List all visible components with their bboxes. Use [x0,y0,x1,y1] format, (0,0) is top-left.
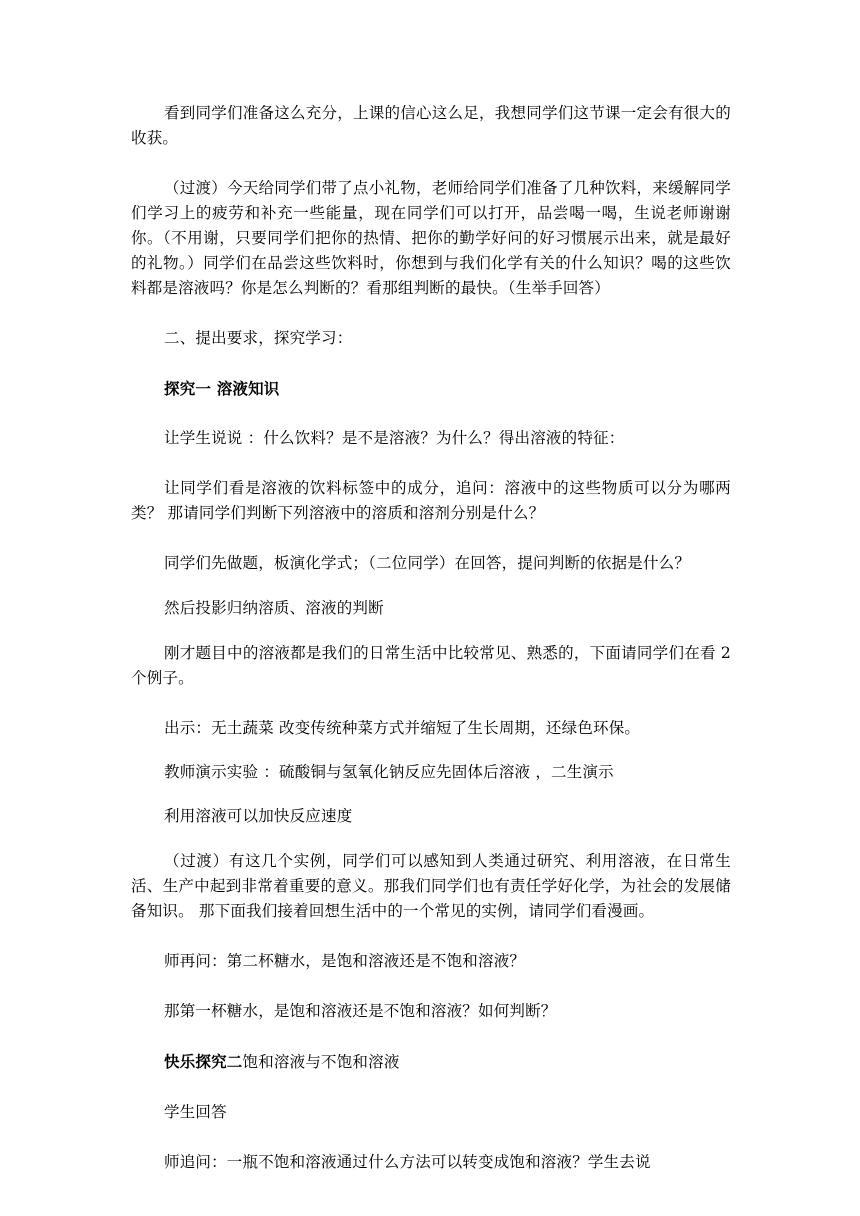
section-heading-requirements: 二、提出要求，探究学习： [164,329,353,347]
heading-explore-one: 探究一 溶液知识 [164,379,280,398]
paragraph-teacher-demo: 教师演示实验 ：硫酸铜与氢氧化钠反应先固体后溶液 ，二生演示 [164,763,614,781]
paragraph-transition-gift: （过渡）今天给同学们带了点小礼物，老师给同学们准备了几种饮料，来缓解同学们学习上的疲劳和补充一些能量，现在同学们可以打开，品尝喝一喝，生说老师谢谢你。（不用谢，只要同学们把你的热情、把你的勤学好问的好习惯展示出来，就是最好的礼物。）同学们在品尝这些饮料时，你想到与我们化学有关的什么知识？喝的这些饮料都是溶液吗？你是怎么判断的？看那组判断的最快。（生举手回答） [131,179,731,297]
paragraph-two-examples: 刚才题目中的溶液都是我们的日常生活中比较常见、熟悉的，下面请同学们在看 2 个例子。 [131,644,731,687]
paragraph-transition-comic: （过渡）有这几个实例，同学们可以感知到人类通过研究、利用溶液，在日常生活、生产中起到非常着重要的意义。那我们同学们也有责任学好化学，为社会的发展储备知识。 那下面我们接着回想生活中的一个常见的实例，请同学们看漫画。 [131,852,731,920]
paragraph-first-cup: 那第一杯糖水，是饱和溶液还是不饱和溶液？如何判断？ [164,1002,557,1020]
heading-explore-two [131,1049,731,1075]
heading-explore-two-bold: 快乐探究二 [164,1052,243,1071]
document-body [131,101,731,1175]
paragraph-projection-summary: 然后投影归纳溶质、溶液的判断 [164,599,384,617]
paragraph-board-work: 同学们先做题，板演化学式；（二位同学）在回答，提问判断的依据是什么？ [164,554,691,572]
heading-explore-two-rest: 饱和溶液与不饱和溶液 [242,1053,400,1071]
paragraph-label-ingredients: 让同学们看是溶液的饮料标签中的成分，追问：溶液中的这些物质可以分为哪两类？ 那请同学们判断下列溶液中的溶质和溶剂分别是什么？ [131,479,731,522]
paragraph-intro: 看到同学们准备这么充分，上课的信心这么足，我想同学们这节课一定会有很大的收获。 [131,104,731,147]
paragraph-soilless-vegetables: 出示：无土蔬菜 改变传统种菜方式并缩短了生长周期，还绿色环保。 [164,719,641,737]
paragraph-student-answer: 学生回答 [164,1103,227,1121]
paragraph-second-cup: 师再问：第二杯糖水，是饱和溶液还是不饱和溶液？ [164,952,526,970]
paragraph-student-talk: 让学生说说 ：什么饮料？是不是溶液？为什么？得出溶液的特征： [164,429,625,447]
paragraph-teacher-follow-up: 师追问：一瓶不饱和溶液通过什么方法可以转变成饱和溶液？学生去说 [164,1153,651,1171]
paragraph-reaction-speed: 利用溶液可以加快反应速度 [164,807,353,825]
